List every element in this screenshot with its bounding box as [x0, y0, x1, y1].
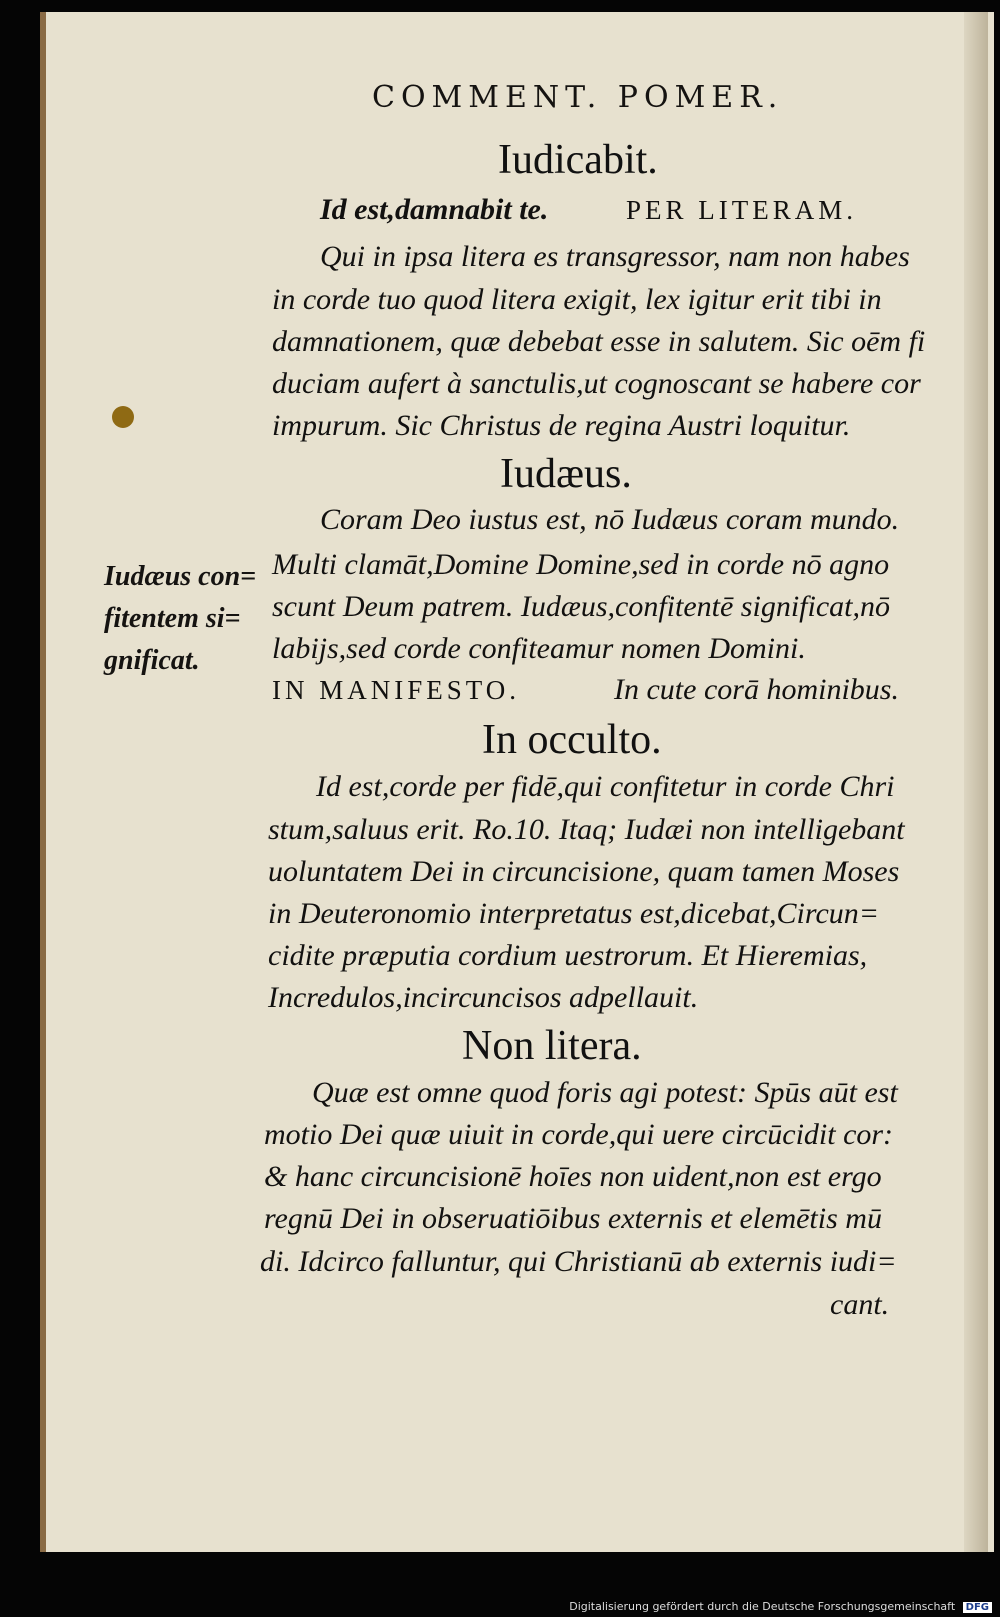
section-heading: Iudæus. — [500, 451, 632, 497]
margin-note-line: Iudæus con= — [104, 561, 257, 592]
text-line: stum,saluus erit. Ro.10. Itaq; Iudæi non intelligebant — [268, 813, 905, 846]
margin-note-line: fitentem si= — [104, 603, 241, 634]
ink-blot — [112, 406, 134, 428]
text-line: Coram Deo iustus est, nō Iudæus coram mundo. — [320, 503, 900, 536]
text-line: uoluntatem Dei in circuncisione, quam tamen Moses — [268, 855, 900, 888]
margin-note — [104, 556, 274, 682]
text-line: scunt Deum patrem. Iudæus,confitentē significat,nō — [272, 590, 890, 623]
text-line: Multi clamāt,Domine Domine,sed in corde nō agno — [272, 548, 890, 581]
text-line: in Deuteronomio interpretatus est,dicebat,Circun= — [268, 897, 880, 930]
text-line: Id est,corde per fidē,qui confitetur in corde Chri — [316, 770, 895, 803]
text-line: Quæ est omne quod foris agi potest: Spūs aūt est — [312, 1076, 898, 1109]
text-line: di. Idcirco falluntur, qui Christianū ab externis iudi= — [260, 1245, 897, 1278]
text-line: in corde tuo quod litera exigit, lex igitur erit tibi in — [272, 283, 882, 316]
running-head: COMMENT. POMER. — [372, 80, 784, 115]
text-line: duciam aufert à sanctulis,ut cognoscant se habere cor — [272, 367, 921, 400]
text-line: cant. — [830, 1288, 890, 1321]
text-line: & hanc circuncisionē hoīes non uident,non est ergo — [264, 1160, 882, 1193]
text-line: Qui in ipsa litera es transgressor, nam non habes — [320, 240, 910, 273]
section-heading: Non litera. — [462, 1023, 642, 1069]
text-line: regnū Dei in obseruatiōibus externis et elemētis mū — [264, 1202, 882, 1235]
text-line: Id est,damnabit te. — [320, 193, 549, 226]
text-line: In cute corā hominibus. — [614, 673, 899, 706]
section-heading: Iudicabit. — [498, 137, 658, 183]
text-line: PER LITERAM. — [626, 195, 858, 225]
text-line: IN MANIFESTO. — [272, 675, 521, 705]
footer — [569, 1600, 992, 1613]
text-line: Incredulos,incircuncisos adpellauit. — [268, 981, 699, 1014]
page-edge — [964, 12, 988, 1552]
footer-text: Digitalisierung gefördert durch die Deutsche Forschungsgemeinschaft — [569, 1600, 956, 1613]
text-line: impurum. Sic Christus de regina Austri loquitur. — [272, 409, 851, 442]
text-line: labijs,sed corde confiteamur nomen Domini. — [272, 632, 806, 665]
dfg-logo: DFG — [963, 1602, 992, 1613]
section-heading: In occulto. — [482, 717, 662, 763]
text-line: damnationem, quæ debebat esse in salutem. Sic oēm fi — [272, 325, 926, 358]
text-line: cidite præputia cordium uestrorum. Et Hieremias, — [268, 939, 868, 972]
margin-note-line: gnificat. — [104, 645, 200, 676]
text-line: motio Dei quæ uiuit in corde,qui uere circūcidit cor: — [264, 1118, 894, 1151]
